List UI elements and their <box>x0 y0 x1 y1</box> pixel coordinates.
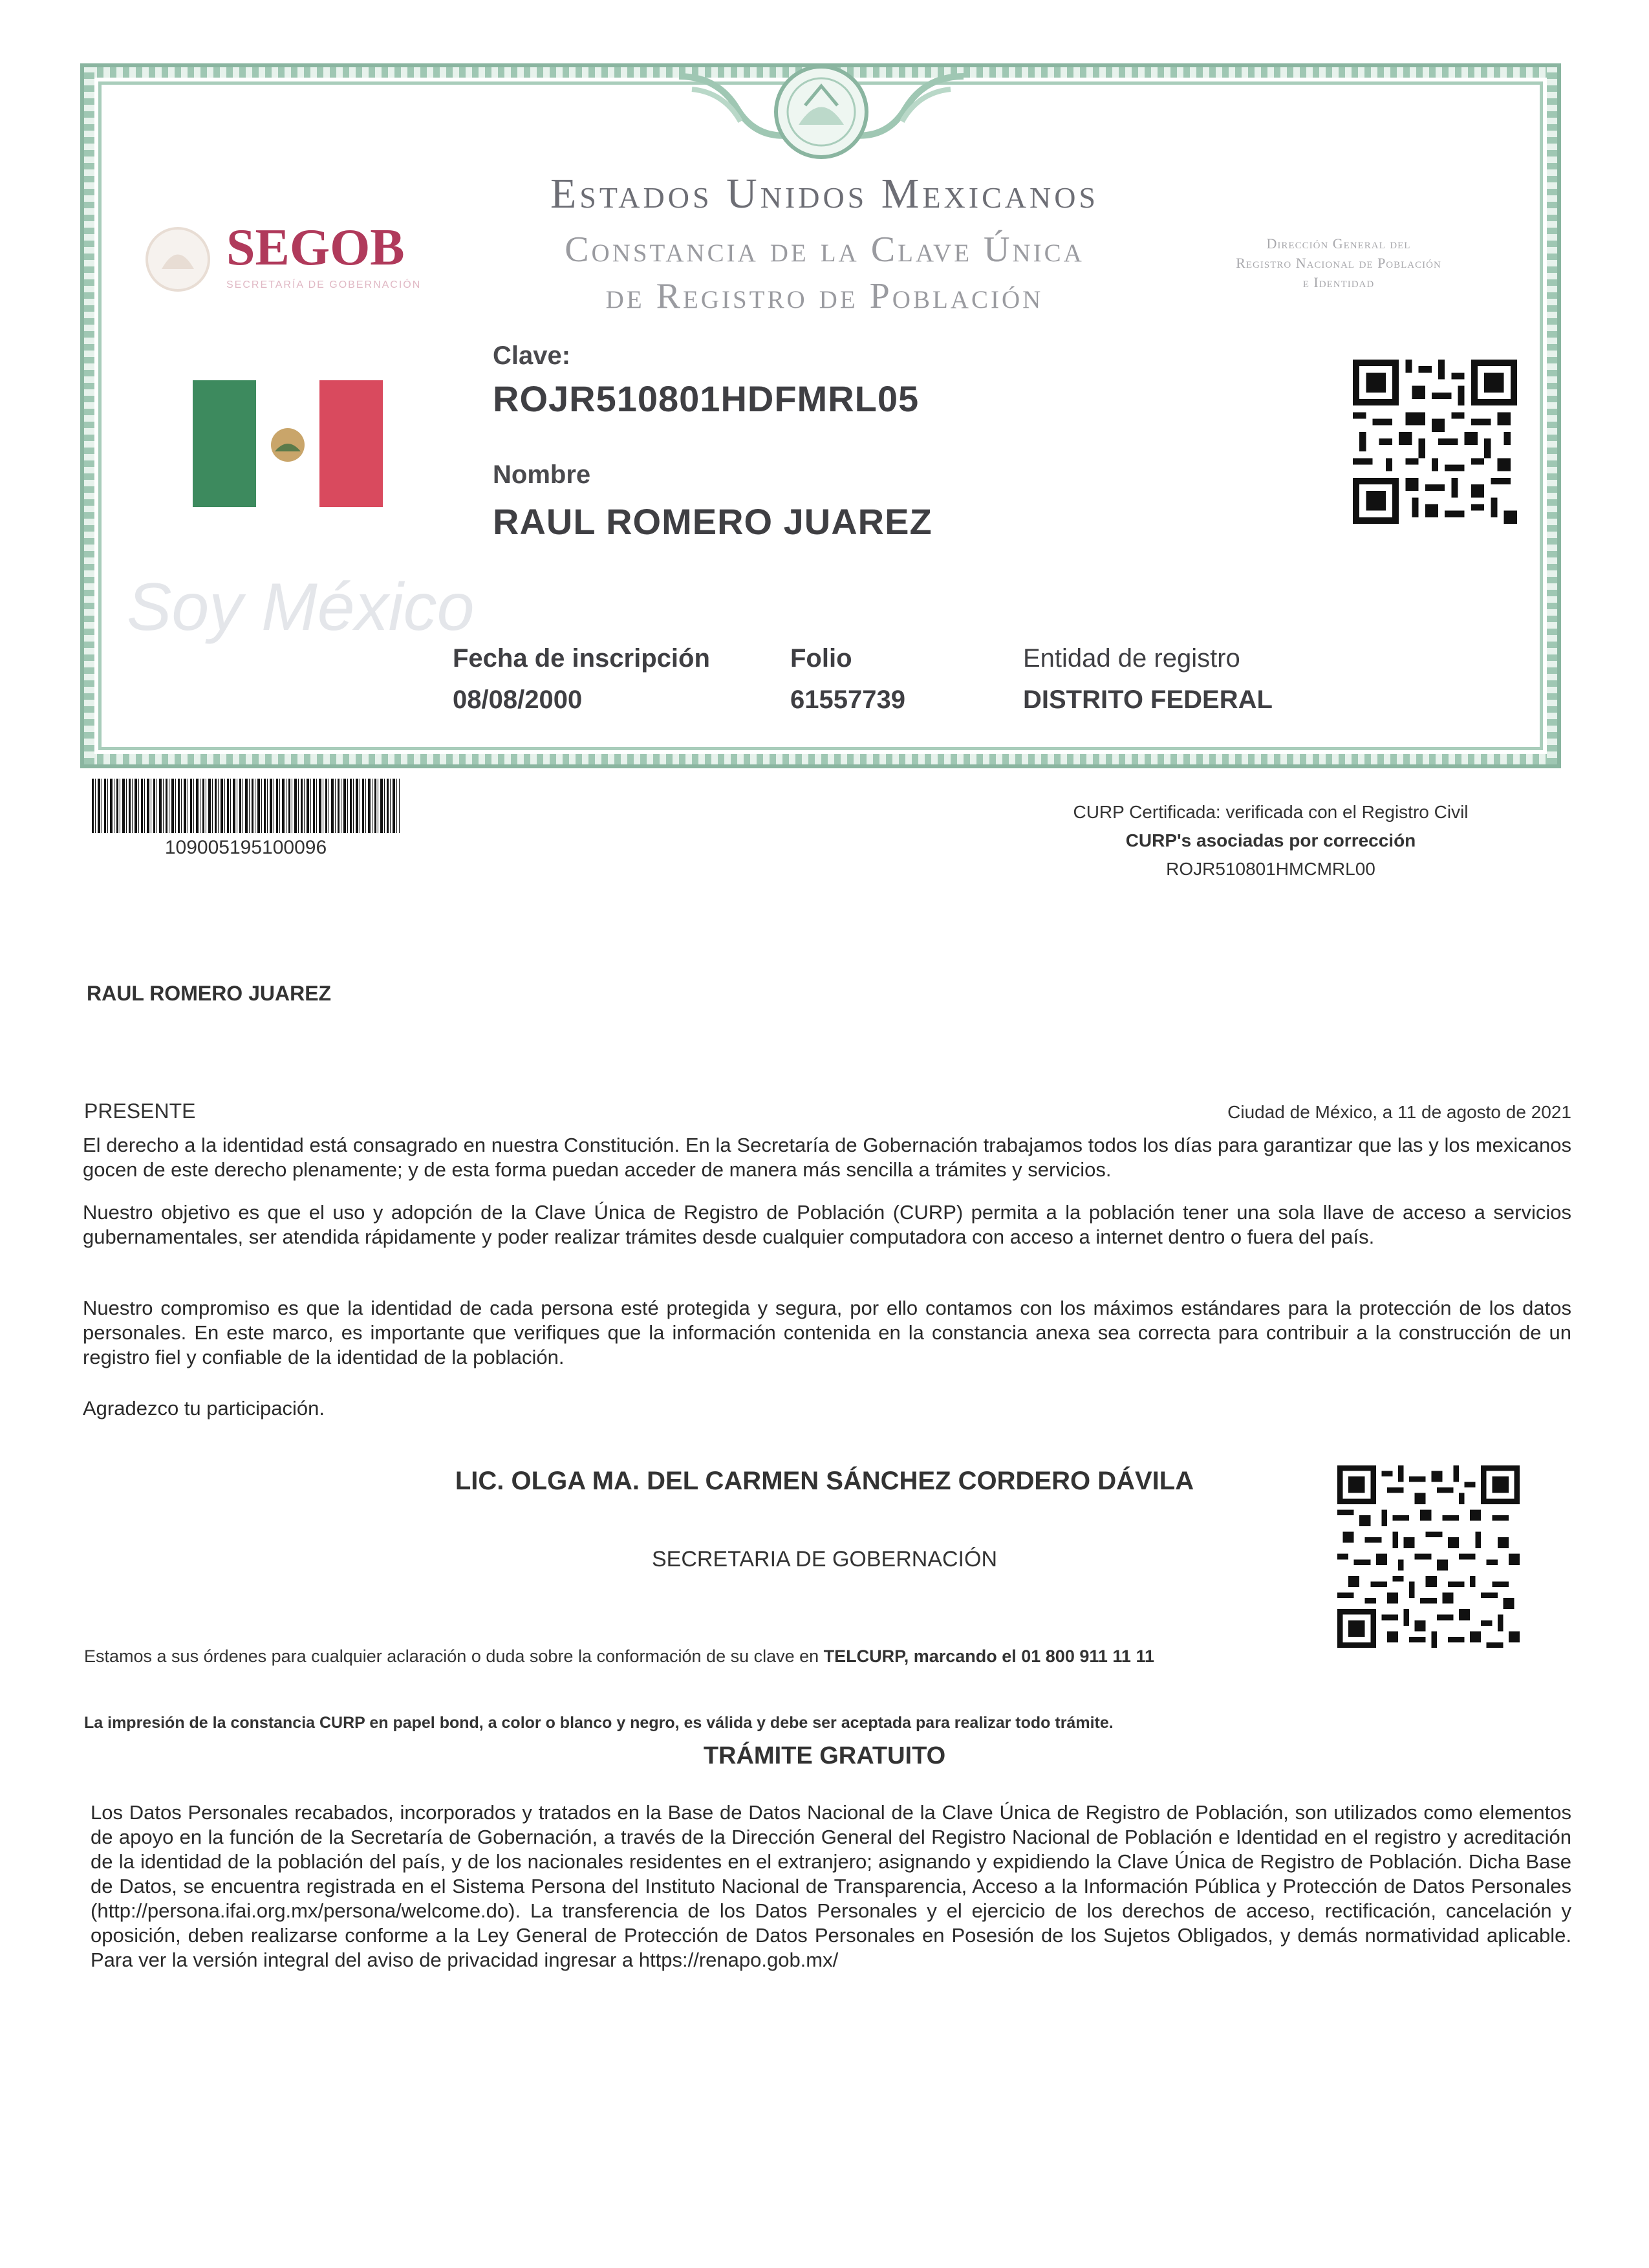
folio-label: Folio <box>790 644 852 673</box>
direction-general <box>1183 234 1494 292</box>
certificate-qr-code-icon <box>1353 360 1517 524</box>
mexico-flag-icon <box>193 380 383 507</box>
decorative-border-left <box>84 67 94 764</box>
clave-value: ROJR510801HDFMRL05 <box>493 378 920 419</box>
decorative-border-bottom <box>84 754 1557 764</box>
fecha-value: 08/08/2000 <box>453 686 583 714</box>
segob-seal-icon <box>142 224 213 295</box>
paragraph-2: Nuestro objetivo es que el uso y adopción de la Clave Única de Registro de Población (CURP) permita a la población tener una sola llave de acceso a servicios gubernamentales, ser atendida rápidamente y poder realizar trámites desde cualquier computadora con acceso a internet dentro o fuera del país. <box>83 1201 1571 1248</box>
certification-line3: ROJR510801HMCMRL00 <box>1166 859 1375 879</box>
barcode-icon <box>92 779 400 833</box>
place-date: Ciudad de México, a 11 de agosto de 2021 <box>1227 1102 1571 1122</box>
entidad-value: DISTRITO FEDERAL <box>1023 686 1273 714</box>
privacy-notice: Los Datos Personales recabados, incorporados y tratados en la Base de Datos Nacional de la Clave Única de Registro de Población, son utilizados como elementos de apoyo en la función de la Secretaría de Gobernación, a través de la Dirección General del Registro Nacional de Población e Identidad en el registro y acreditación de la identidad de la población del país, y de los nacionales residentes en el extranjero; asignando y expidiendo la Clave Única de Registro de Población. Dicha Base de Datos, se encuentra registrada en el Sistema Persona del Instituto Nacional de Transparencia, Acceso a la Información Pública y Protección de Datos Personales (http://persona.ifai.org.mx/persona/welcome.do). La transferencia de los Datos Personales y el ejercicio de los derechos de acceso, rectificación, cancelación y oposición, deben realizarse conforme a la Ley General de Protección de Datos Personales en Posesión de los Sujetos Obligados, y demás normatividad aplicable. Para ver la versión integral del aviso de privacidad ingresar a https://renapo.gob.mx/ <box>91 1801 1571 1971</box>
signer-title: SECRETARIA DE GOBERNACIÓN <box>651 1547 998 1571</box>
soy-mexico-watermark: Soy México <box>127 570 475 645</box>
nombre-value: RAUL ROMERO JUAREZ <box>493 501 932 542</box>
recipient-name: RAUL ROMERO JUAREZ <box>87 982 332 1005</box>
clave-label: Clave: <box>493 341 571 370</box>
document-title-line2: de Registro de Población <box>605 276 1044 316</box>
certification-line2: CURP's asociadas por corrección <box>1125 830 1416 850</box>
country-title: Estados Unidos Mexicanos <box>550 170 1099 217</box>
certification-block <box>1009 802 1533 880</box>
thanks-text: Agradezco tu participación. <box>83 1397 325 1420</box>
signer-name: LIC. OLGA MA. DEL CARMEN SÁNCHEZ CORDERO DÁVILA <box>455 1467 1194 1495</box>
contact-line <box>84 1647 1154 1667</box>
decorative-border-right <box>1547 67 1557 764</box>
free-procedure-label: TRÁMITE GRATUITO <box>703 1742 946 1769</box>
fecha-label: Fecha de inscripción <box>453 644 710 673</box>
national-emblem-icon <box>666 63 976 167</box>
presente-label: PRESENTE <box>84 1099 196 1123</box>
folio-value: 61557739 <box>790 686 905 714</box>
certification-line1: CURP Certificada: verificada con el Registro Civil <box>1073 802 1469 822</box>
direction-line2: Registro Nacional de Población <box>1236 255 1441 271</box>
segob-logo-text: SEGOB <box>226 219 405 276</box>
contact-phone: TELCURP, marcando el 01 800 911 11 11 <box>823 1647 1154 1666</box>
entidad-label: Entidad de registro <box>1023 644 1240 673</box>
document-title-line1: Constancia de la Clave Única <box>565 230 1084 270</box>
direction-line3: e Identidad <box>1302 274 1375 290</box>
contact-prefix: Estamos a sus órdenes para cualquier aclaración o duda sobre la conformación de su clave en <box>84 1647 824 1666</box>
nombre-label: Nombre <box>493 460 591 489</box>
signature-qr-code-icon <box>1337 1465 1520 1648</box>
document-title <box>491 226 1158 319</box>
paragraph-3: Nuestro compromiso es que la identidad de cada persona esté protegida y segura, por ello contamos con los máximos estándares para la protección de los datos personales. En este marco, es importante que verifiques que la información contenida en la constancia anexa sea correcta para contribuir a la construcción de un registro fiel y confiable de la identidad de la población. <box>83 1297 1571 1368</box>
paragraph-1: El derecho a la identidad está consagrado en nuestra Constitución. En la Secretaría de Gobernación trabajamos todos los días para garantizar que las y los mexicanos gocen de este derecho plenamente; y de esta forma puedan acceder de manera más sencilla a trámites y servicios. <box>83 1134 1571 1181</box>
barcode-number: 109005195100096 <box>164 837 327 858</box>
direction-line1: Dirección General del <box>1266 235 1411 252</box>
validity-notice: La impresión de la constancia CURP en papel bond, a color o blanco y negro, es válida y debe ser aceptada para realizar todo trámite. <box>84 1714 1114 1732</box>
segob-subtitle: SECRETARÍA DE GOBERNACIÓN <box>226 279 422 290</box>
